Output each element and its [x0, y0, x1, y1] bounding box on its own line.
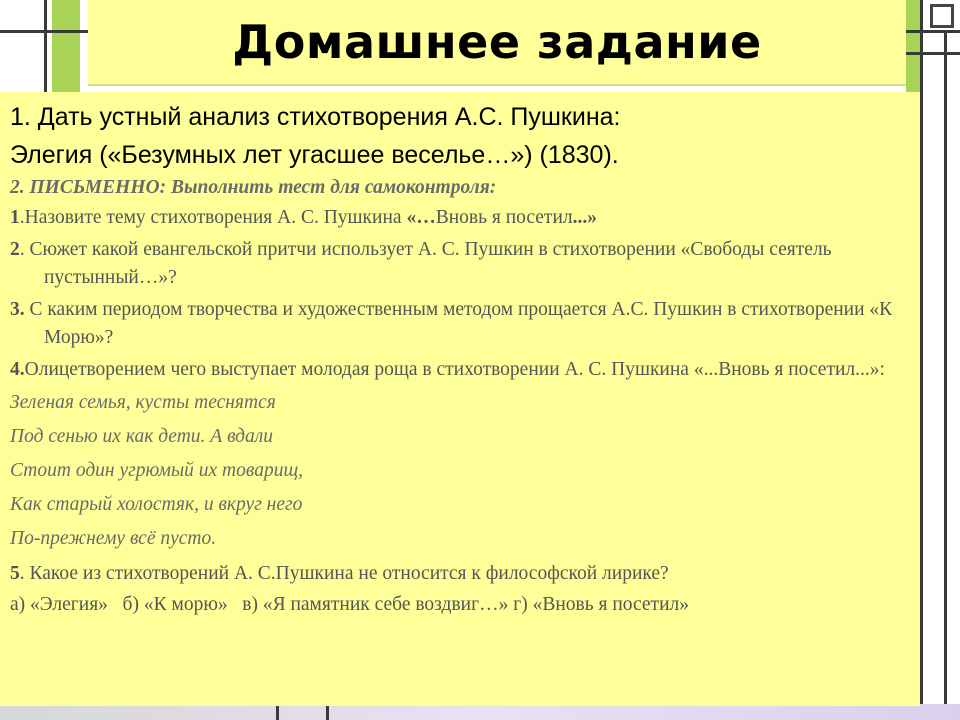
task1-line1: 1. Дать устный анализ стихотворения А.С. Пушкина: [10, 103, 621, 131]
question-5 [10, 560, 910, 588]
question-5-options: а) «Элегия» б) «К морю» в) «Я памятник себе воздвиг…» г) «Вновь я посетил» [10, 594, 689, 615]
frame-line-right [920, 0, 923, 720]
frame-line-top [0, 30, 88, 33]
green-bar-left [52, 0, 80, 92]
frame-line-right-outer [944, 30, 947, 720]
question-1-quote-close: ...» [572, 207, 597, 228]
corner-square-icon [930, 4, 954, 28]
title-box [88, 0, 906, 86]
question-2-num: 2 [10, 239, 20, 260]
question-1 [10, 204, 910, 232]
question-4-text: Олицетворением чего выступает молодая роща в стихотворении А. С. Пушкина «...Вновь я посетил...»: [24, 359, 885, 380]
frame-line-right-h1 [906, 30, 960, 33]
task2-heading: 2. ПИСЬМЕННО: Выполнить тест для самоконтроля: [10, 177, 497, 198]
poem-line: Как старый холостяк, и вкруг него [10, 494, 303, 515]
question-2-text: . Сюжет какой евангельской притчи использует А. С. Пушкин в стихотворении «Свободы сеятель пустынный…»? [19, 239, 832, 288]
question-1-quote-open: «… [406, 207, 436, 228]
question-1-quote-text: Вновь я посетил [435, 207, 573, 228]
frame-line-right-h2 [906, 52, 960, 55]
poem-line: По-прежнему всё пусто. [10, 528, 217, 549]
question-1-text: .Назовите тему стихотворения А. С. Пушкина [19, 207, 407, 228]
question-1-num: 1 [10, 207, 20, 228]
slide-title: Домашнее задание [232, 15, 762, 69]
question-3 [10, 296, 910, 352]
question-5-text: . Какое из стихотворений А. С.Пушкина не относится к философской лирике? [19, 563, 669, 584]
poem-line: Стоит один угрюмый их товарищ, [10, 460, 304, 481]
question-4 [10, 356, 910, 384]
poem-line: Под сенью их как дети. А вдали [10, 426, 274, 447]
content-panel [0, 92, 920, 706]
poem-quote [10, 386, 910, 556]
question-5-num: 5 [10, 563, 20, 584]
green-bar-right [906, 0, 920, 92]
bottom-gradient-strip [0, 704, 960, 720]
frame-line-bottom-1 [276, 706, 279, 720]
question-3-text: С каким периодом творчества и художественным методом прощается А.С. Пушкин в стихотворении «К Морю»? [24, 299, 893, 348]
task1-line2: Элегия («Безумных лет угасшее веселье…») (1830). [10, 141, 619, 169]
question-3-num: 3. [10, 299, 25, 320]
poem-line: Зеленая семья, кусты теснятся [10, 392, 276, 413]
question-2 [10, 236, 910, 292]
question-4-num: 4. [10, 359, 25, 380]
frame-line-bottom-2 [326, 706, 329, 720]
